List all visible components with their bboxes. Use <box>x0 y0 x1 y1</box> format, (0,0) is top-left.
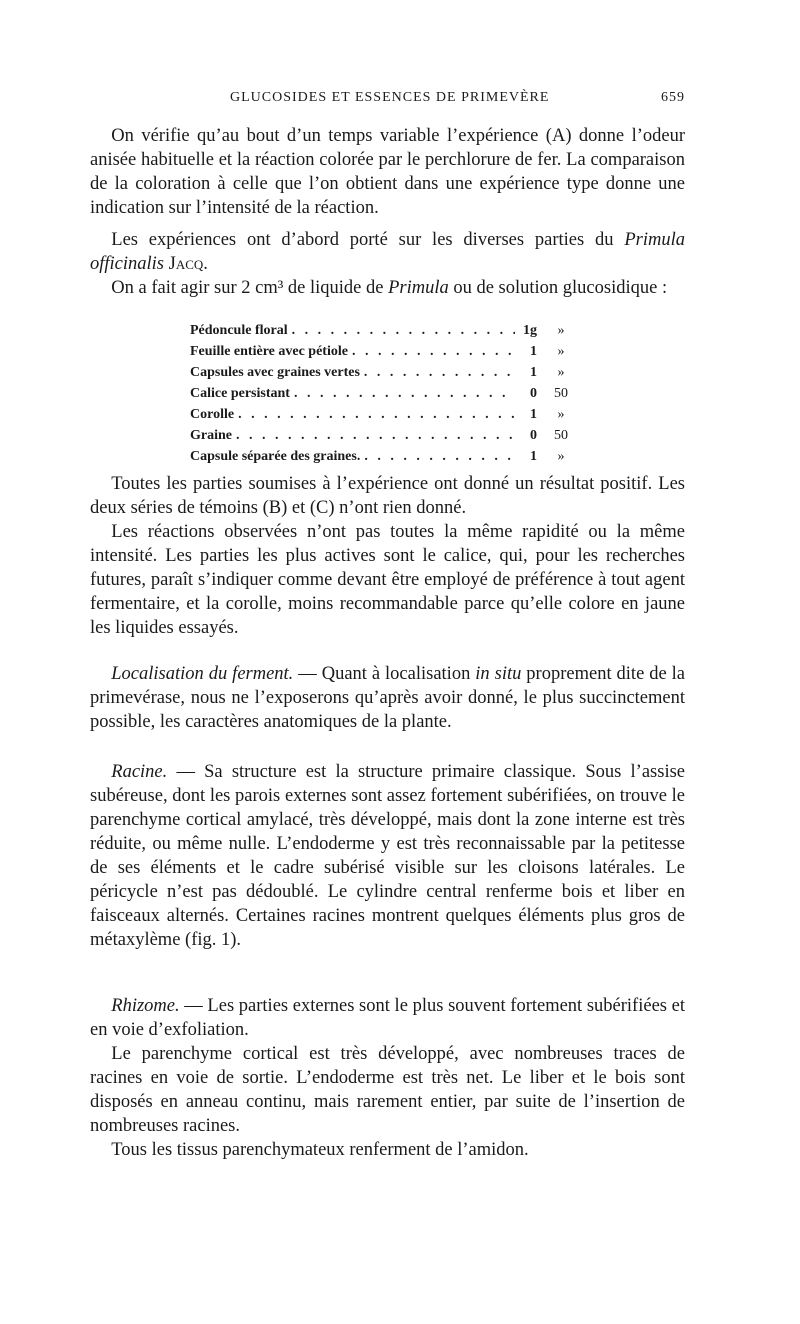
paragraph-procedure <box>90 276 685 300</box>
table-row <box>190 404 585 425</box>
table-value: 1 <box>530 365 537 380</box>
species-name: Primula officinalis <box>90 230 685 274</box>
table-value: 1 <box>530 344 537 359</box>
paragraph-text: — Quant à localisation <box>293 664 476 684</box>
paragraph-text: On a fait agir sur 2 cm³ de liquide de <box>111 278 389 298</box>
table-value: 0 <box>530 428 537 443</box>
leader-dots <box>360 362 515 383</box>
table-row <box>190 425 585 446</box>
page-number: 659 <box>661 90 685 105</box>
table-value-decimal: » <box>557 344 565 359</box>
leader-dots <box>232 425 515 446</box>
table-value-decimal: 50 <box>554 386 568 401</box>
table-value: 0 <box>530 386 537 401</box>
table-value: 1g <box>523 323 537 338</box>
table-value-decimal: » <box>557 407 565 422</box>
paragraph-text: proprement dite de la primevérase, nous ne l’exposerons qu’après avoir donné, le plus succinctement possible, les caractères anatomiques de la plante. <box>90 664 685 732</box>
leader-dots <box>348 341 515 362</box>
leader-dots <box>360 446 515 467</box>
page-header <box>90 90 685 114</box>
table-row <box>190 341 585 362</box>
table-label: Feuille entière avec pétiole <box>190 344 348 359</box>
section-title: Racine. <box>111 762 168 782</box>
table-value-decimal: » <box>557 365 565 380</box>
table-label: Calice persistant <box>190 386 290 401</box>
paragraph-results: Toutes les parties soumises à l’expérience ont donné un résultat positif. Les deux séries de témoins (B) et (C) n’ont rien donné. <box>90 474 685 518</box>
paragraph-text: ou de solution glucosidique : <box>448 278 668 298</box>
paragraph-reactions: Les réactions observées n’ont pas toutes la même rapidité ou la même intensité. Les parties les plus actives sont le calice, qui, pour les recherches futures, paraît s’indiquer comme devant être employé de préférence à tout agent fermentaire, et la corolle, moins recommandable parce qu’elle colore en jaune les liquides essayés. <box>90 522 685 638</box>
species-author: Jacq. <box>168 254 208 274</box>
paragraph-amidon: Tous les tissus parenchymateux renferment de l’amidon. <box>111 1140 529 1160</box>
section-title: Localisation du ferment. <box>111 664 294 684</box>
table-row <box>190 383 585 404</box>
paragraph-experiments <box>90 228 685 276</box>
paragraph-rhizome <box>90 994 685 1042</box>
table-row <box>190 446 585 467</box>
table-label: Corolle <box>190 407 235 422</box>
table-row <box>190 362 585 383</box>
running-head: GLUCOSIDES ET ESSENCES DE PRIMEVÈRE <box>230 90 550 105</box>
table-label: Capsules avec graines vertes <box>190 365 360 380</box>
table-value-decimal: 50 <box>554 428 568 443</box>
paragraph-racine <box>90 760 685 952</box>
paragraph-method: On vérifie qu’au bout d’un temps variable l’expérience (A) donne l’odeur anisée habituelle et la réaction colorée par le perchlorure de fer. La comparaison de la coloration à celle que l’on obtient dans une expérience type donne une indication sur l’intensité de la réaction. <box>90 126 685 218</box>
paragraph-text: — Les parties externes sont le plus souvent fortement subérifiées et en voie d’exfoliation. <box>90 996 685 1040</box>
leader-dots <box>290 383 515 404</box>
paragraph-text: Les expériences ont d’abord porté sur les diverses parties du <box>111 230 625 250</box>
table-row <box>190 320 585 341</box>
table-value: 1 <box>530 449 537 464</box>
table-label: Pédoncule floral <box>190 323 288 338</box>
paragraph-localisation <box>90 662 685 734</box>
paragraph-text: — Sa structure est la structure primaire classique. Sous l’assise subéreuse, dont les parois externes sont assez fortement subérifiées, on trouve le parenchyme cortical amylacé, très développé, mais dont la zone interne est très réduite, ou même nulle. L’endoderme y est très reconnaissable par la petitesse de ses éléments et le cadre subérisé visible sur les cloisons latérales. Le péricycle n’est pas dédoublé. Le cylindre central renferme bois et liber en faisceaux alternés. Certaines racines montrent quelques éléments plus gros de métaxylème (fig. 1). <box>90 762 685 950</box>
paragraph-parenchyme: Le parenchyme cortical est très développé, avec nombreuses traces de racines en voie de sortie. L’endoderme est très net. Le liber et le bois sont disposés en anneau continu, mais rarement entier, par suite de l’insertion de nombreuses racines. <box>90 1044 685 1136</box>
sample-table <box>190 320 585 467</box>
leader-dots <box>234 404 515 425</box>
genus-name: Primula <box>388 278 449 298</box>
table-value-decimal: » <box>557 449 565 464</box>
table-value-decimal: » <box>557 323 565 338</box>
leader-dots <box>288 320 515 341</box>
table-value: 1 <box>530 407 537 422</box>
table-label: Capsule séparée des graines. <box>190 449 361 464</box>
latin-term: in situ <box>475 664 522 684</box>
section-title: Rhizome. <box>111 996 180 1016</box>
table-label: Graine <box>190 428 232 443</box>
